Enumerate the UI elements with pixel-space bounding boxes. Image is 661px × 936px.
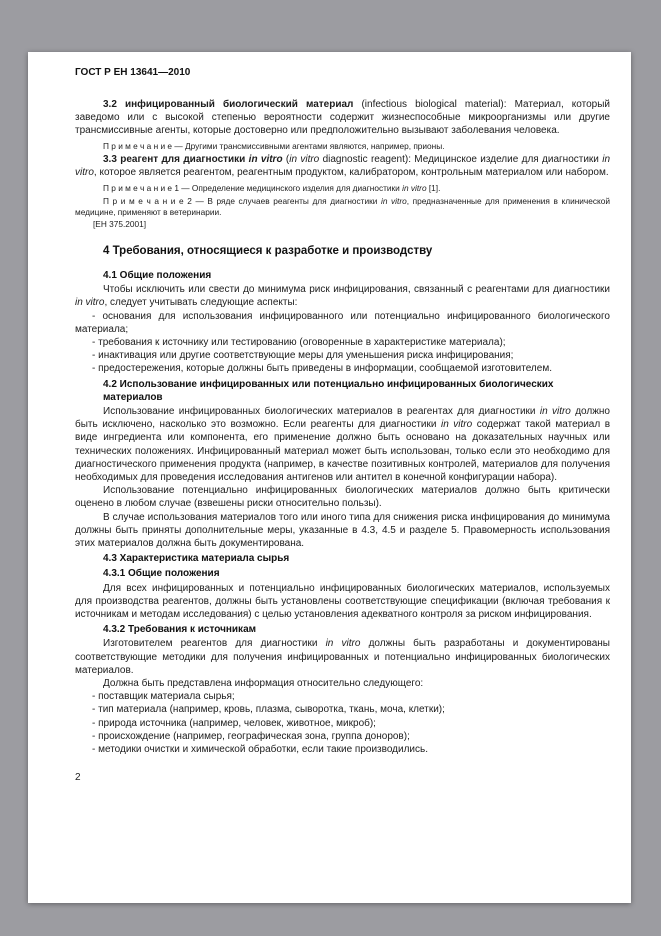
document-page bbox=[28, 52, 631, 903]
text-run: - предостережения, которые должны быть приведены в информации, сообщаемой изготовителем. bbox=[92, 363, 552, 375]
text-run: П р и м е ч а н и е — Другими трансмиссивными агентами являются, например, прионы. bbox=[103, 140, 445, 151]
text-run: in vitro bbox=[248, 154, 283, 166]
text-run: - поставщик материала сырья; bbox=[92, 691, 235, 703]
text-run: 4.1 Общие положения bbox=[103, 269, 212, 281]
text-run: Должна быть представлена информация относительно следующего: bbox=[103, 678, 424, 690]
text-run: in vitro bbox=[325, 638, 361, 650]
subsection-heading bbox=[75, 567, 610, 580]
page-number: 2 bbox=[75, 772, 81, 784]
text-run: - требования к источнику или тестированию (оговоренные в характеристике материала); bbox=[92, 337, 506, 348]
text-run: - инактивация или другие соответствующие меры для уменьшения риска инфицирования; bbox=[92, 350, 514, 362]
paragraph bbox=[75, 405, 610, 484]
text-run: Для всех инфицированных и потенциально инфицированных биологических материалов, используемых для производства реагентов, должны быть установлены соответствующие спецификации (включая требования к источникам и методам исследования) с целью установления адекватного контроля за риском инфицирования. bbox=[75, 582, 610, 621]
paragraph bbox=[75, 582, 610, 622]
document-blocks bbox=[75, 98, 610, 756]
text-run: (infectious biological material): Материал, который заведомо или с высокой степенью вероятности содержит жизнеспособные микроорганизмы или другие трансмиссивные агенты, которые достоверно или предположительно вызывают заболевания человека. bbox=[75, 99, 610, 137]
text-run: in vitro bbox=[539, 406, 571, 418]
text-run: in vitro bbox=[289, 154, 320, 166]
text-run: - происхождение (например, географическая зона, группа доноров); bbox=[92, 730, 410, 742]
document-header: ГОСТ Р ЕН 13641—2010 bbox=[75, 67, 191, 78]
paragraph bbox=[75, 637, 610, 677]
text-run: П р и м е ч а н и е 2 — В ряде случаев реагенты для диагностики bbox=[103, 196, 381, 207]
subsection-heading bbox=[75, 269, 610, 282]
text-run: Изготовителем реагентов для диагностики bbox=[103, 638, 326, 650]
list-item bbox=[75, 690, 610, 703]
text-run: ( bbox=[282, 154, 290, 166]
text-run: Чтобы исключить или свести до минимума риск инфицирования, связанный с реагентами для диагностики bbox=[103, 284, 610, 296]
list-item bbox=[75, 703, 610, 716]
text-run: - природа источника (например, человек, животное, микроб); bbox=[92, 717, 376, 729]
text-run: in vitro bbox=[75, 154, 611, 179]
text-run: должно быть исключено, насколько это возможно. Если реагенты для диагностики bbox=[75, 406, 610, 431]
paragraph bbox=[75, 677, 610, 690]
text-run: , которое является реагентом, реагентным продуктом, калибратором, контрольным материалом или набором. bbox=[93, 167, 609, 179]
subsection-heading bbox=[75, 552, 610, 565]
text-run: Использование инфицированных биологических материалов в реагентах для диагностики bbox=[103, 406, 540, 418]
list-item bbox=[75, 717, 610, 730]
text-run: [ЕН 375.2001] bbox=[93, 219, 147, 230]
text-run: - основания для использования инфицированного или потенциально инфицированного биологического материала; bbox=[75, 310, 610, 335]
text-run: содержат такой материал в виде ингредиента или компонента, его применение должно быть основано на доказательных научных или технических положениях. Инфицированный материал может быть использован, только если это необходимо для диагностического применения продукта (например, в качестве позитивных контролей, материалов для получения необходимых для проведения исследования антигенов или антител в конечной конфигурации набора). bbox=[75, 419, 611, 484]
text-run: in vitro bbox=[380, 196, 407, 207]
text-run: 3.2 инфицированный биологический материал bbox=[103, 99, 362, 110]
paragraph bbox=[75, 511, 610, 551]
text-run: in vitro bbox=[75, 297, 105, 309]
text-run: - тип материала (например, кровь, плазма, сыворотка, ткань, моча, клетки); bbox=[92, 704, 445, 716]
subsection-heading bbox=[75, 378, 610, 404]
text-run: 4.3.1 Общие положения bbox=[103, 568, 220, 580]
text-run: - методики очистки и химической обработки, если такие производились. bbox=[92, 744, 428, 756]
note bbox=[75, 141, 610, 152]
text-run: 4 Требования, относящиеся к разработке и производству bbox=[103, 244, 433, 257]
subsection-heading bbox=[75, 623, 610, 636]
list-item bbox=[75, 349, 610, 362]
text-run: in vitro bbox=[441, 419, 473, 431]
list-item bbox=[75, 310, 610, 336]
text-run: П р и м е ч а н и е 1 — Определение медицинского изделия для диагностики bbox=[103, 182, 403, 193]
paragraph bbox=[75, 484, 610, 510]
note bbox=[75, 196, 610, 217]
section-heading bbox=[75, 244, 610, 258]
text-run: [1]. bbox=[426, 182, 441, 193]
text-run: diagnostic reagent): Медицинское изделие для диагностики bbox=[319, 154, 603, 166]
text-run: 4.3 Характеристика материала сырья bbox=[103, 553, 290, 565]
list-item bbox=[75, 336, 610, 349]
text-run: 4.3.2 Требования к источникам bbox=[103, 624, 257, 636]
reference bbox=[75, 219, 610, 230]
list-item bbox=[75, 730, 610, 743]
text-run: В случае использования материалов того или иного типа для снижения риска инфицирования до минимума должны быть приняты дополнительные меры, указанные в 4.3, 4.5 и разделе 5. Правомерность использования этих материалов должна быть документирована. bbox=[75, 511, 610, 550]
text-run: , предназначенные для применения в клинической медицине, применяют в ветеринарии. bbox=[75, 196, 610, 217]
text-run: должны быть разработаны и документированы соответствующие методики для получения инфицированных и потенциально инфицированных биологических материалов. bbox=[75, 638, 610, 676]
text-run: 3.3 реагент для диагностики bbox=[103, 154, 249, 166]
paragraph bbox=[75, 283, 610, 309]
paragraph bbox=[75, 153, 610, 179]
paragraph bbox=[75, 98, 610, 138]
text-run: Использование потенциально инфицированных биологических материалов должно быть критически оценено в любом случае (взвешены риски относительно пользы). bbox=[75, 485, 610, 510]
text-run: in vitro bbox=[402, 182, 427, 193]
list-item bbox=[75, 362, 610, 375]
text-run: 4.2 Использование инфицированных или потенциально инфицированных биологических материалов bbox=[103, 378, 554, 403]
note bbox=[75, 183, 610, 194]
list-item bbox=[75, 743, 610, 756]
text-run: , следует учитывать следующие аспекты: bbox=[104, 297, 298, 309]
